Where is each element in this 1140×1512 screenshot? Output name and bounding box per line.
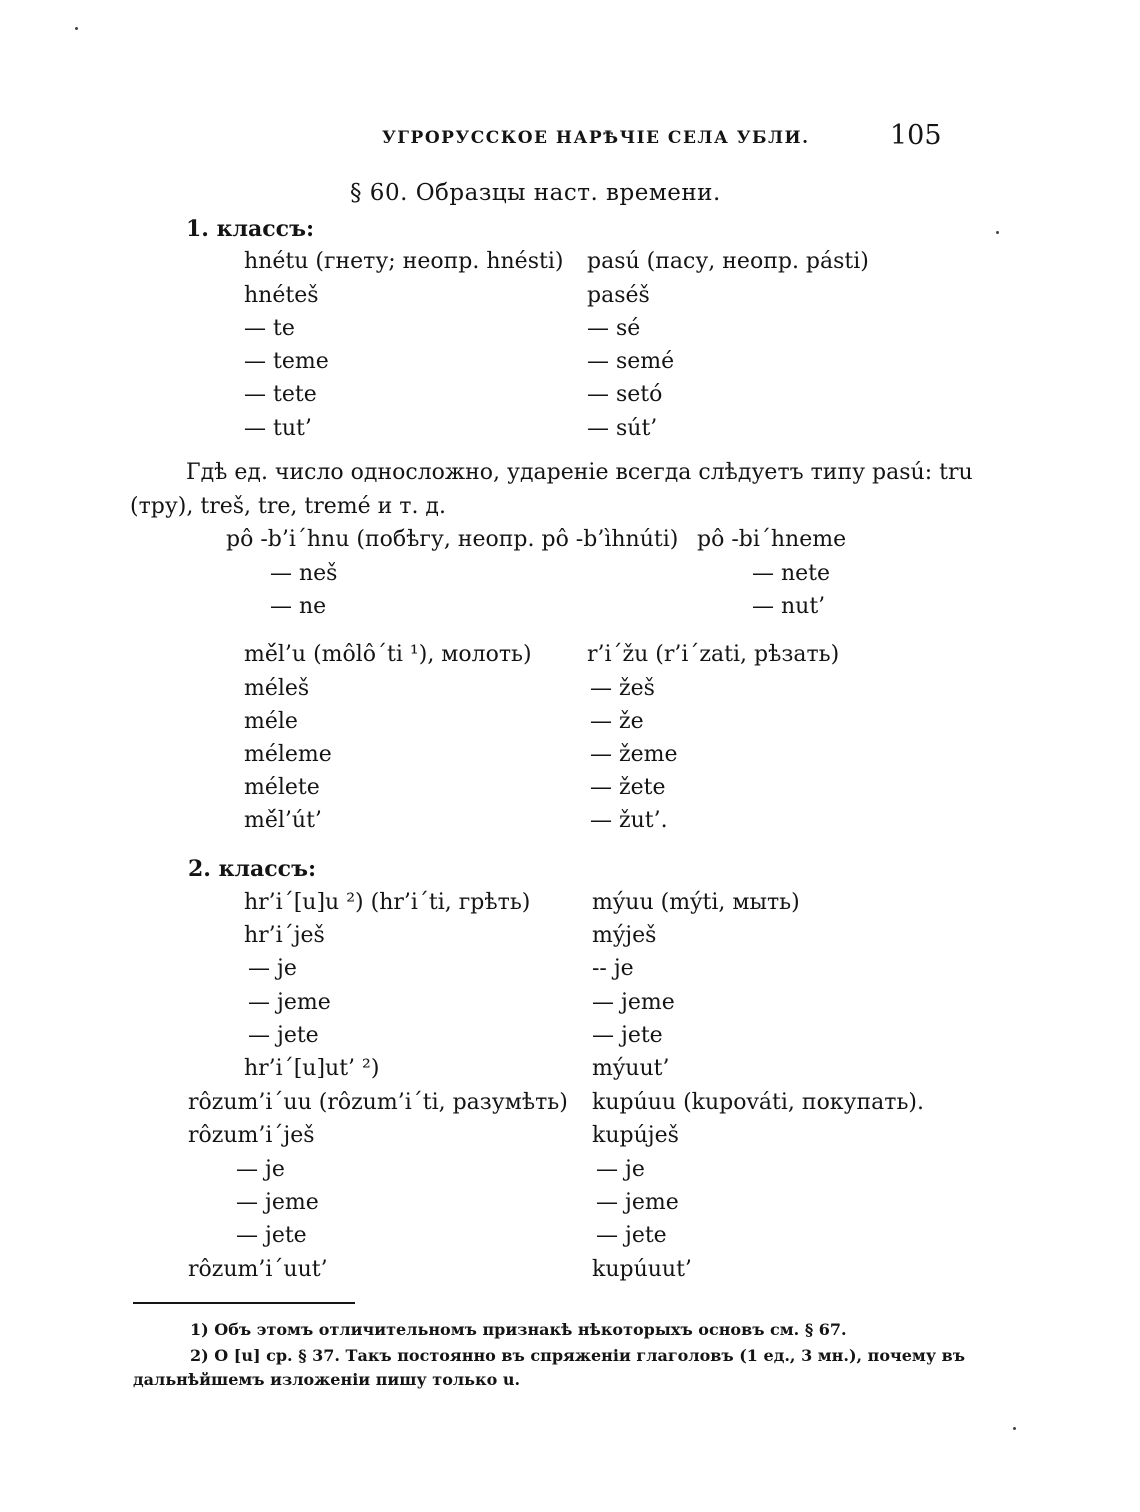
- footnote-1: 1) Объ этомъ отличительномъ признакѣ нѣкоторыхъ основъ см. § 67.: [190, 1320, 847, 1339]
- pobihnu-right-2: — nut’: [752, 594, 826, 619]
- class2-left-1: hr’i´ješ: [244, 923, 325, 948]
- class2-left-3: — jeme: [248, 990, 331, 1015]
- melu-right-0: r’i´žu (r’i´zati, рѣзать): [587, 642, 840, 667]
- footnote-2-continuation: дальнѣйшемъ изложеніи пишу только u.: [133, 1370, 521, 1389]
- rozumiu-left-2: — je: [236, 1157, 285, 1182]
- melu-left-1: méleš: [244, 676, 310, 701]
- class2-left-4: — jete: [248, 1023, 319, 1048]
- scan-speck: [1013, 1427, 1016, 1430]
- pobihnu-right-0: pô -bi´hneme: [697, 527, 847, 552]
- class2-left-2: — je: [248, 956, 297, 981]
- melu-right-5: — žut’.: [590, 808, 668, 833]
- rozumiu-right-4: — jete: [596, 1223, 667, 1248]
- melu-left-4: mélete: [244, 775, 320, 800]
- class1-left-5: — tut’: [244, 416, 312, 441]
- class1-left-4: — tete: [244, 382, 317, 407]
- class1-left-1: hnéteš: [244, 283, 319, 308]
- rozumiu-left-1: rôzum’i´ješ: [188, 1123, 315, 1148]
- paragraph-line-2: (тру), treš, tre, tremé и т. д.: [130, 494, 446, 519]
- class2-right-5: mýuut’: [592, 1056, 670, 1081]
- footnote-rule: [133, 1302, 355, 1304]
- paragraph-line-1: Гдѣ ед. число односложно, удареніе всегда слѣдуетъ типу pasú: tru: [186, 460, 973, 485]
- rozumiu-right-5: kupúuut’: [592, 1257, 692, 1282]
- running-title: УГРОРУССКОЕ НАРѢЧІЕ СЕЛА УБЛИ.: [382, 128, 810, 148]
- melu-right-2: — že: [590, 709, 644, 734]
- class1-right-4: — setó: [587, 382, 663, 407]
- footnote-2: 2) О [u] ср. § 37. Такъ постоянно въ спряженіи глаголовъ (1 ед., 3 мн.), почему въ: [190, 1346, 966, 1365]
- class1-left-2: — te: [244, 316, 295, 341]
- pobihnu-left-0: pô -b’i´hnu (побѣгу, неопр. pô -b’ìhnúti): [226, 527, 679, 552]
- melu-left-3: méleme: [244, 742, 332, 767]
- melu-right-3: — žeme: [590, 742, 678, 767]
- rozumiu-right-0: kupúuu (kupováti, покупать).: [592, 1090, 925, 1115]
- scan-speck: [75, 27, 78, 30]
- melu-right-4: — žete: [590, 775, 666, 800]
- class1-left-3: — teme: [244, 349, 329, 374]
- class1-right-3: — semé: [587, 349, 675, 374]
- rozumiu-left-0: rôzum’i´uu (rôzum’i´ti, разумѣть): [188, 1090, 568, 1115]
- rozumiu-left-3: — jeme: [236, 1190, 319, 1215]
- pobihnu-left-1: — neš: [270, 561, 338, 586]
- rozumiu-right-1: kupúješ: [592, 1123, 679, 1148]
- pobihnu-right-1: — nete: [752, 561, 831, 586]
- class1-label: 1. классъ:: [186, 216, 315, 242]
- class2-right-4: — jete: [592, 1023, 663, 1048]
- section-title: § 60. Образцы наст. времени.: [350, 180, 721, 206]
- class2-left-0: hr’i´[u]u ²) (hr’i´ti, грѣть): [244, 890, 531, 915]
- class2-right-3: — jeme: [592, 990, 675, 1015]
- class2-right-0: mýuu (mýti, мыть): [592, 890, 800, 915]
- melu-left-2: méle: [244, 709, 298, 734]
- class1-right-2: — sé: [587, 316, 641, 341]
- melu-left-5: mě́l’út’: [244, 808, 322, 833]
- scan-speck: [996, 231, 999, 234]
- rozumiu-left-4: — jete: [236, 1223, 307, 1248]
- class1-right-5: — sút’: [587, 416, 658, 441]
- pobihnu-left-2: — ne: [270, 594, 327, 619]
- rozumiu-left-5: rôzum’i´uut’: [188, 1257, 328, 1282]
- melu-left-0: mě́l’u (môlô´ti ¹), молоть): [244, 642, 532, 667]
- class2-left-5: hr’i´[u]ut’ ²): [244, 1056, 380, 1081]
- page-number: 105: [890, 120, 942, 151]
- class1-right-1: paséš: [587, 283, 650, 308]
- class2-label: 2. классъ:: [188, 856, 317, 882]
- rozumiu-right-2: — je: [596, 1157, 645, 1182]
- melu-right-1: — žeš: [590, 676, 655, 701]
- class1-left-0: hnétu (гнету; неопр. hnésti): [244, 249, 564, 274]
- class1-right-0: pasú (пасу, неопр. pásti): [587, 249, 869, 274]
- class2-right-2: -- je: [592, 956, 634, 981]
- class2-right-1: mýješ: [592, 923, 657, 948]
- rozumiu-right-3: — jeme: [596, 1190, 679, 1215]
